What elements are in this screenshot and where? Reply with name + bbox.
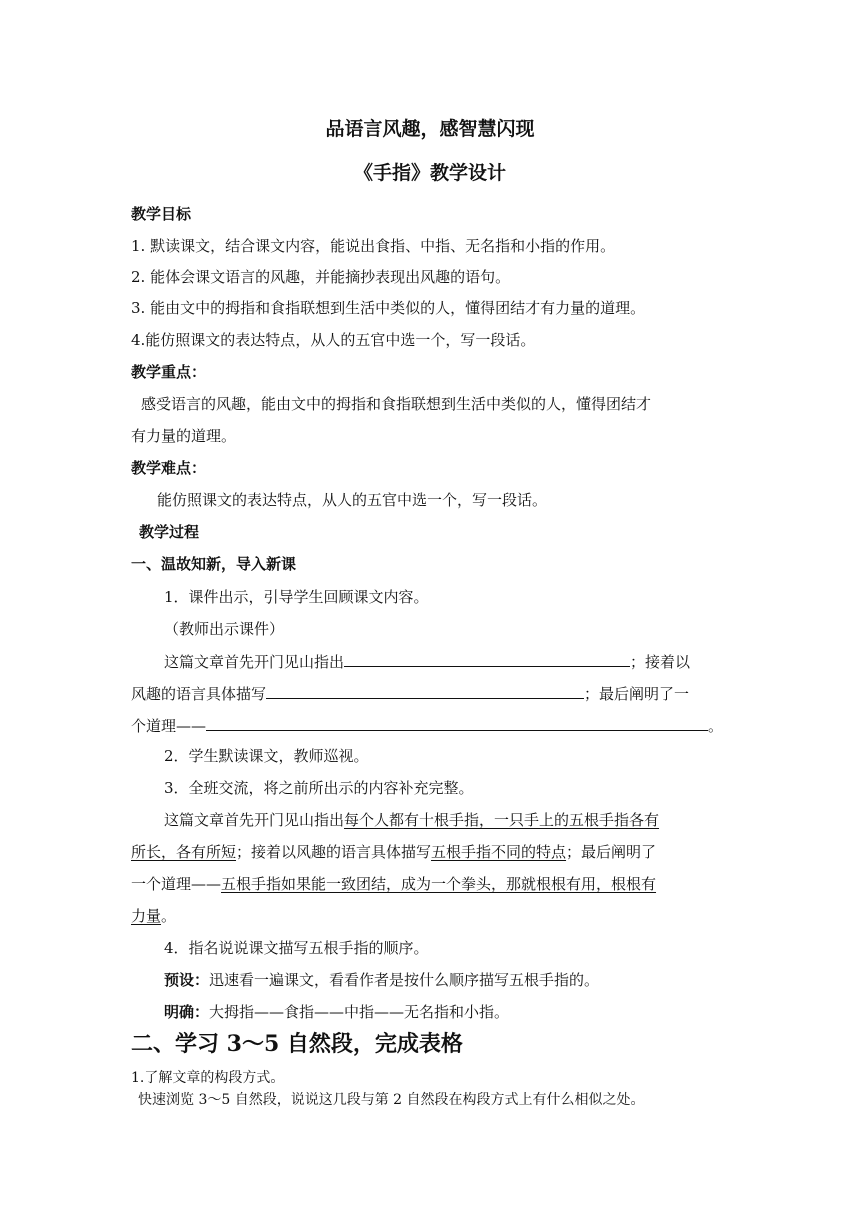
fill-blank-2 [266,683,584,699]
fill-text-f: 。 [708,717,724,735]
goal-item-1: 1. 默读课文，结合课文内容，能说出食指、中指、无名指和小指的作用。 [131,237,616,255]
preset-line [164,970,599,990]
answer-underline-h: 五根手指如果能一致团结，成为一个拳头，那就根根有用，根根有 [221,875,657,893]
section1-step1: 1．课件出示，引导学生回顾课文内容。 [164,588,429,606]
answer-line-3 [131,874,656,894]
clear-text: 大拇指——食指——中指——无名指和小指。 [209,1003,510,1021]
key-points-heading: 教学重点： [131,363,207,381]
fill-text-b: ；接着以 [630,653,691,671]
section1-step3: 3．全班交流，将之前所出示的内容补充完整。 [164,779,474,797]
key-points-line-1: 感受语言的风趣，能由文中的拇指和食指联想到生活中类似的人，懂得团结才 [141,395,652,413]
answer-line-4 [131,906,176,926]
goal-item-2: 2. 能体会课文语言的风趣，并能摘抄表现出风趣的语句。 [131,268,511,286]
fill-text-a: 这篇文章首先开门见山指出 [164,653,345,671]
fill-text-d: ；最后阐明了一 [584,685,690,703]
clear-label: 明确： [164,1003,210,1021]
section1-step4: 4．指名说说课文描写五根手指的顺序。 [164,939,429,957]
answer-underline-c: 所长，各有所短 [131,843,237,861]
document-subtitle: 《手指》教学设计 [353,162,506,184]
clear-line [164,1002,509,1022]
difficulty-heading: 教学难点： [131,459,207,477]
preset-text: 迅速看一遍课文，看看作者是按什么顺序描写五根手指的。 [209,971,600,989]
answer-line-2 [131,842,656,862]
preset-label: 预设： [164,971,210,989]
fill-blank-3 [206,715,708,731]
fill-line-1 [164,651,690,672]
answer-text-a: 这篇文章首先开门见山指出 [164,811,345,829]
fill-blank-1 [344,651,630,667]
answer-underline-e: 五根手指不同的特点 [431,843,567,861]
document-title: 品语言风趣，感智慧闪现 [325,118,535,140]
section2-heading: 二、学习 3～5 自然段，完成表格 [131,1031,463,1057]
process-heading: 教学过程 [139,523,200,541]
difficulty-line-1: 能仿照课文的表达特点，从人的五官中选一个，写一段话。 [157,491,548,509]
key-points-line-2: 有力量的道理。 [131,427,237,445]
section1-step2: 2．学生默读课文，教师巡视。 [164,747,369,765]
fill-text-e: 个道理—— [131,717,207,735]
fill-line-2 [131,683,689,704]
goal-item-3: 3. 能由文中的拇指和食指联想到生活中类似的人，懂得团结才有力量的道理。 [131,299,646,317]
section2-item1: 1.了解文章的构段方式。 [131,1070,285,1086]
answer-underline-i: 力量 [131,907,162,925]
section1-note: （教师出示课件） [164,620,285,638]
answer-line-1 [164,810,659,830]
section1-heading: 一、温故知新，导入新课 [131,555,297,573]
answer-text-d: ；接着以风趣的语言具体描写 [236,843,432,861]
answer-text-g: 一个道理—— [131,875,222,893]
goal-item-4: 4.能仿照课文的表达特点，从人的五官中选一个，写一段话。 [131,331,536,349]
section2-item1-text: 快速浏览 3～5 自然段，说说这几段与第 2 自然段在构段方式上有什么相似之处。 [138,1092,645,1108]
answer-underline-b: 每个人都有十根手指，一只手上的五根手指各有 [344,811,660,829]
answer-text-j: 。 [161,907,177,925]
fill-line-3 [131,715,723,736]
goals-heading: 教学目标 [131,205,192,223]
answer-text-f: ；最后阐明了 [566,843,657,861]
fill-text-c: 风趣的语言具体描写 [131,685,267,703]
